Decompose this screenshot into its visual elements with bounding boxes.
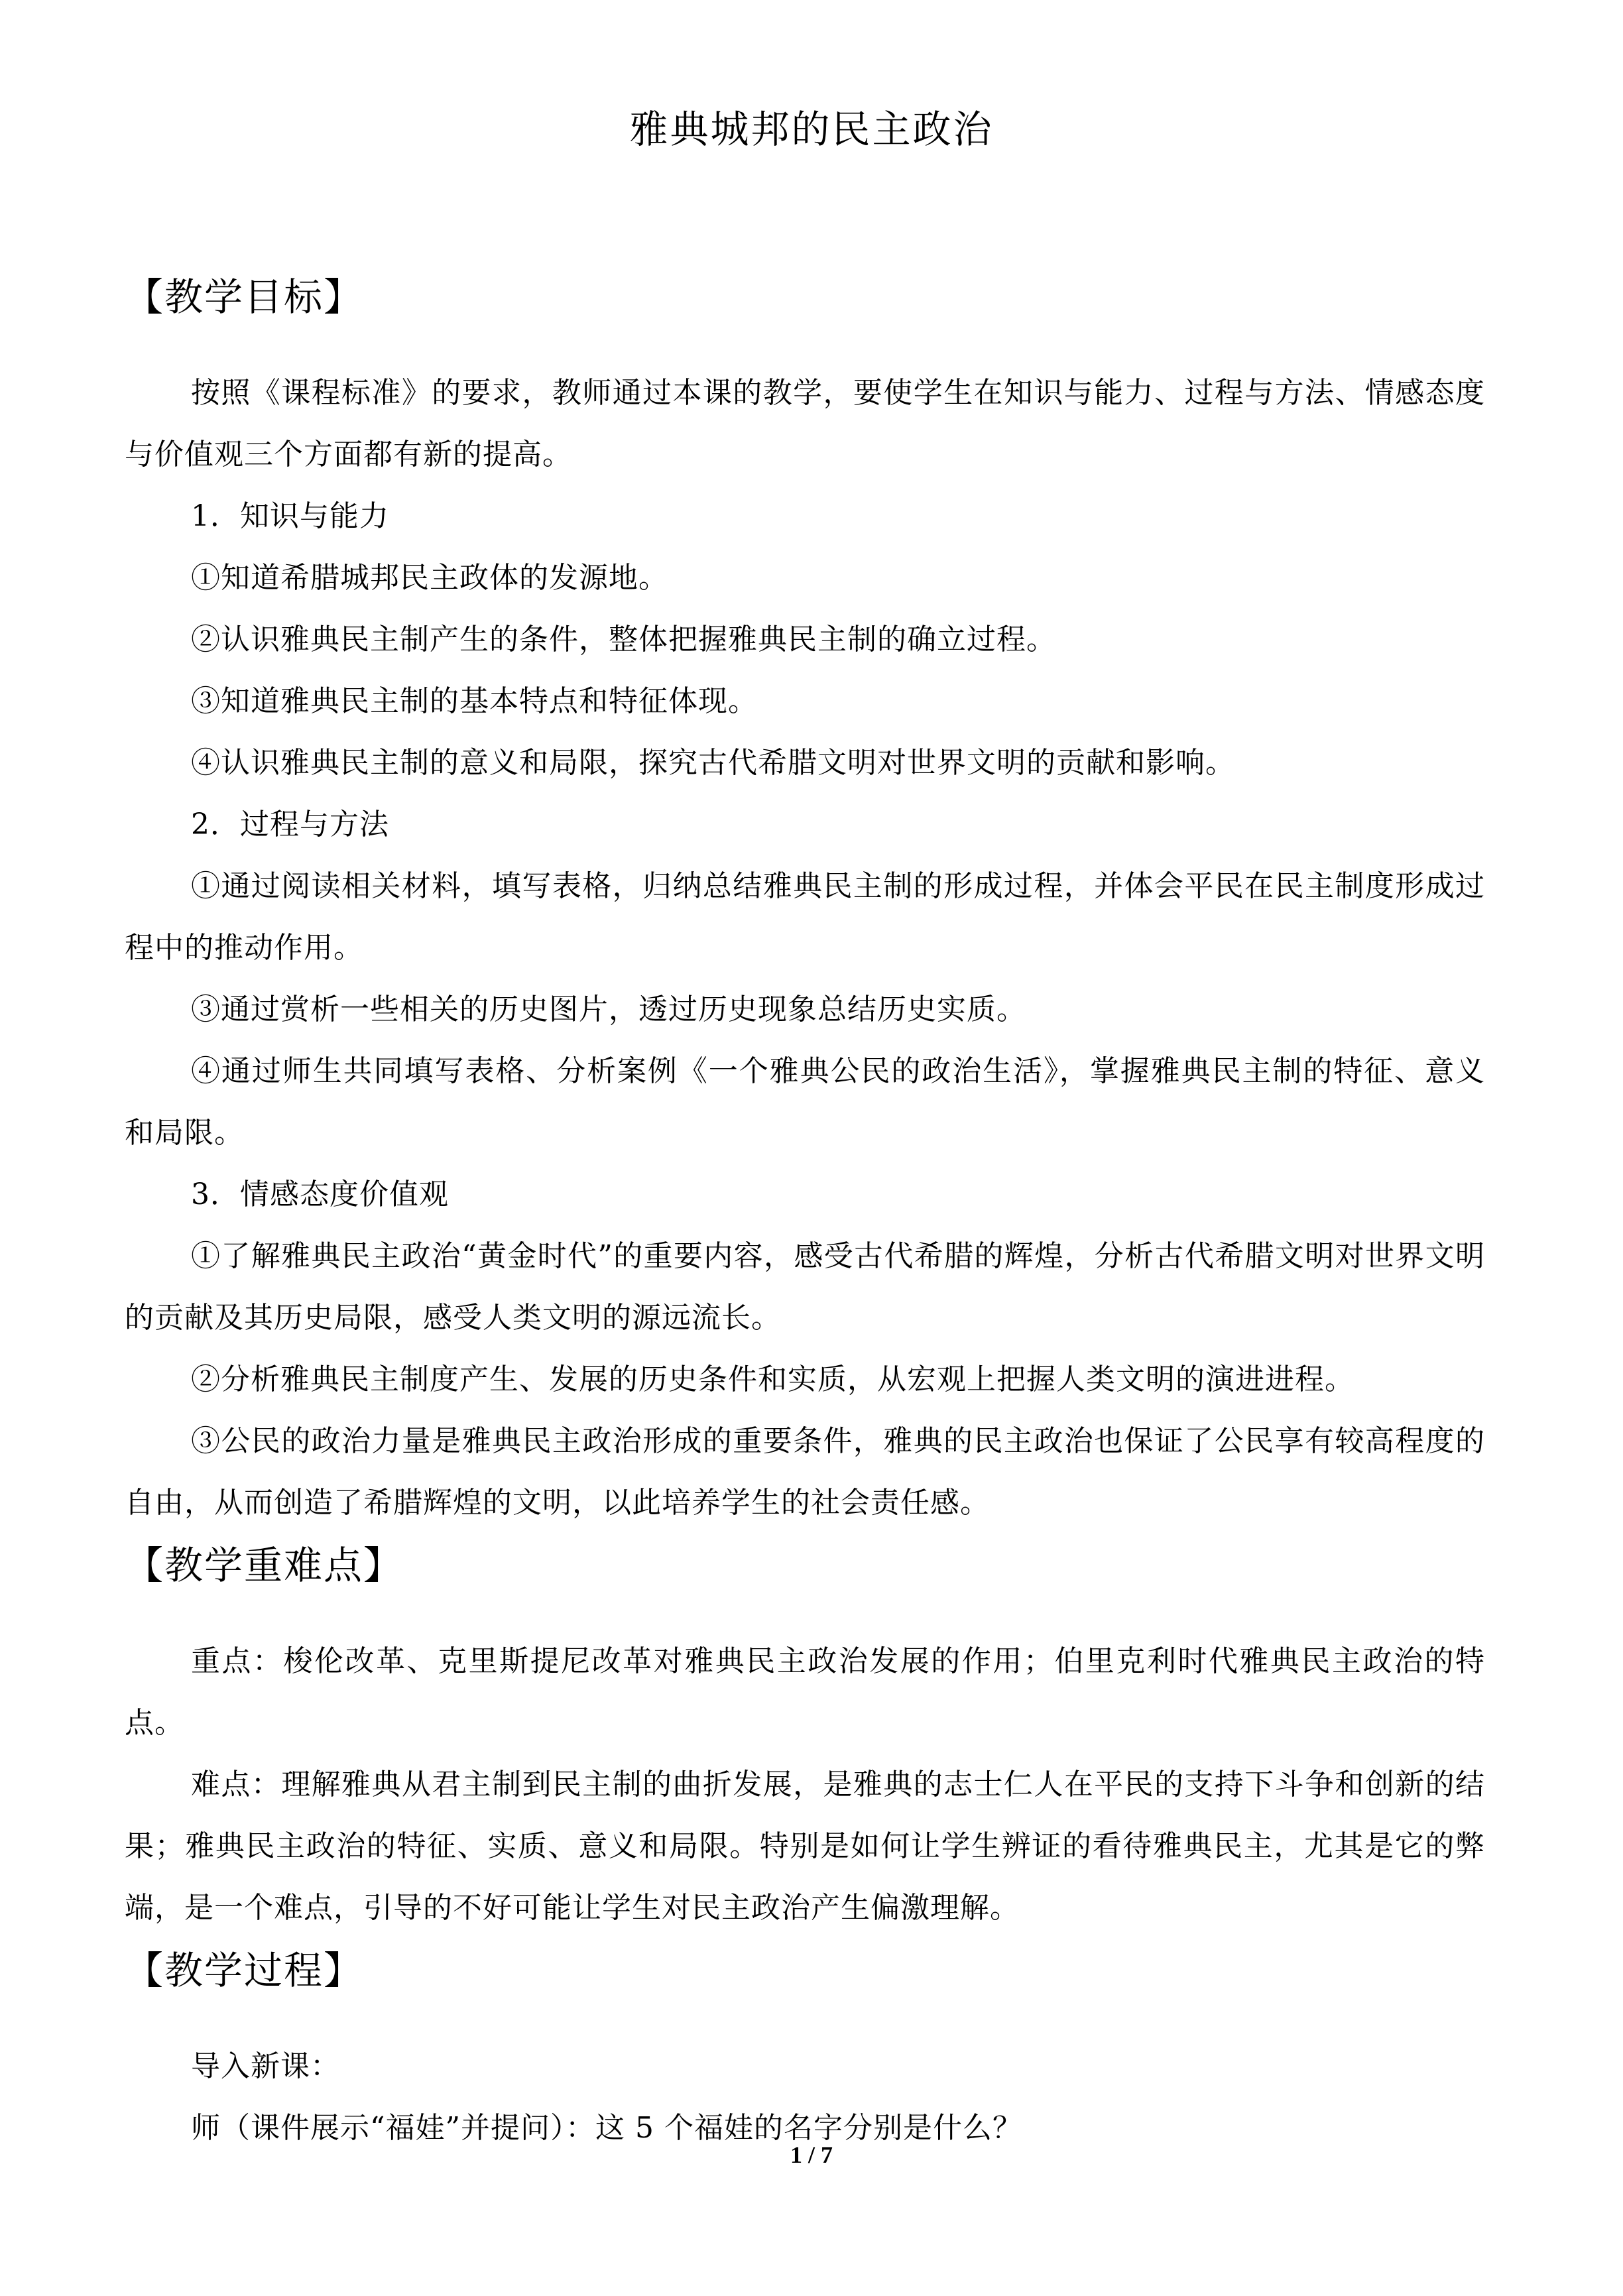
paragraph: 2．过程与方法 xyxy=(191,808,389,841)
paragraph: ②认识雅典民主制产生的条件，整体把握雅典民主制的确立过程。 xyxy=(191,623,1056,656)
paragraph: ③公民的政治力量是雅典民主政治形成的重要条件，雅典的民主政治也保证了公民享有较高程度的自由，从而创造了希腊辉煌的文明，以此培养学生的社会责任感。 xyxy=(125,1424,1485,1520)
paragraph: 按照《课程标准》的要求，教师通过本课的教学，要使学生在知识与能力、过程与方法、情感态度与价值观三个方面都有新的提高。 xyxy=(125,376,1485,471)
section-heading: 【教学目标】 xyxy=(125,274,364,320)
section-heading: 【教学过程】 xyxy=(125,1948,364,1993)
paragraph: ④认识雅典民主制的意义和局限，探究古代希腊文明对世界文明的贡献和影响。 xyxy=(191,746,1235,780)
paragraph: ③通过赏析一些相关的历史图片，透过历史现象总结历史实质。 xyxy=(191,993,1026,1026)
section-teaching-process xyxy=(125,1939,1485,2159)
paragraph: 1．知识与能力 xyxy=(191,499,389,533)
section-heading: 【教学重难点】 xyxy=(125,1543,404,1588)
paragraph: ②分析雅典民主制度产生、发展的历史条件和实质，从宏观上把握人类文明的演进进程。 xyxy=(191,1362,1354,1396)
paragraph: ①知道希腊城邦民主政体的发源地。 xyxy=(191,561,668,595)
section-key-difficult-points xyxy=(125,1534,1485,1939)
paragraph: ①通过阅读相关材料，填写表格，归纳总结雅典民主制的形成过程，并体会平民在民主制度形成过程中的推动作用。 xyxy=(125,869,1485,965)
paragraph: 师（课件展示“福娃”并提问）：这 5 个福娃的名字分别是什么？ xyxy=(191,2111,1022,2145)
paragraph: ③知道雅典民主制的基本特点和特征体现。 xyxy=(191,684,758,718)
paragraph: 导入新课： xyxy=(191,2049,340,2083)
page-number: 1 / 7 xyxy=(790,2142,833,2168)
paragraph: 重点：梭伦改革、克里斯提尼改革对雅典民主政治发展的作用；伯里克利时代雅典民主政治的特点。 xyxy=(125,1644,1485,1740)
paragraph: ①了解雅典民主政治“黄金时代”的重要内容，感受古代希腊的辉煌，分析古代希腊文明对世界文明的贡献及其历史局限，感受人类文明的源远流长。 xyxy=(125,1239,1486,1335)
paragraph: 难点：理解雅典从君主制到民主制的曲折发展，是雅典的志士仁人在平民的支持下斗争和创新的结果；雅典民主政治的特征、实质、意义和局限。特别是如何让学生辨证的看待雅典民主，尤其是它的弊端，是一个难点，引导的不好可能让学生对民主政治产生偏激理解。 xyxy=(125,1768,1485,1925)
document-body xyxy=(125,265,1485,2159)
paragraph: 3．情感态度价值观 xyxy=(191,1178,449,1211)
document-title: 雅典城邦的民主政治 xyxy=(629,107,994,152)
paragraph: ④通过师生共同填写表格、分析案例《一个雅典公民的政治生活》，掌握雅典民主制的特征、意义和局限。 xyxy=(125,1054,1485,1150)
section-teaching-objectives xyxy=(125,265,1485,1534)
